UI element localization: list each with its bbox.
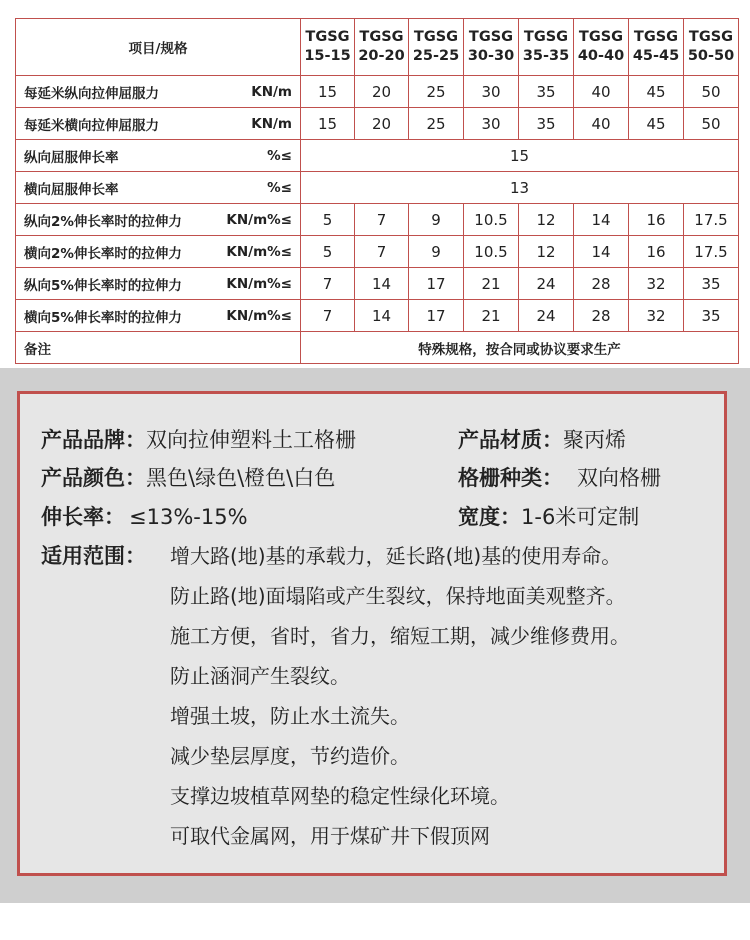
row-label: 横向2%伸长率时的拉伸力: [24, 245, 182, 262]
value-cell: 5: [301, 236, 355, 268]
row-unit: KN/m: [251, 83, 292, 100]
merged-value-cell: 13: [301, 172, 739, 204]
column-size: 20-20: [358, 48, 405, 64]
grid-type-key: 格栅种类：: [458, 466, 563, 490]
value-cell: 30: [464, 76, 519, 108]
value-cell: 9: [409, 204, 464, 236]
value-cell: 24: [519, 300, 574, 332]
row-unit: %≤: [267, 179, 292, 196]
column-size: 40-40: [577, 48, 625, 64]
value-cell: 45: [629, 108, 684, 140]
usage-key: 适用范围：: [41, 544, 146, 568]
value-cell: 17: [409, 300, 464, 332]
value-cell: 7: [301, 300, 355, 332]
table-row: [16, 76, 739, 108]
row-label: 纵向2%伸长率时的拉伸力: [24, 213, 182, 230]
value-cell: 50: [684, 108, 739, 140]
row-label-cell: [16, 108, 301, 140]
table-row: [16, 300, 739, 332]
spec-column-header: [519, 19, 574, 76]
row-label-cell: [16, 268, 301, 300]
value-cell: 16: [629, 236, 684, 268]
value-cell: 7: [355, 204, 409, 236]
column-series: TGSG: [578, 29, 624, 45]
row-unit: KN/m%≤: [226, 211, 292, 228]
value-cell: 21: [464, 268, 519, 300]
color-key: 产品颜色：: [41, 466, 146, 490]
value-cell: 15: [301, 76, 355, 108]
value-cell: 17.5: [684, 204, 739, 236]
column-series: TGSG: [633, 29, 679, 45]
value-cell: 14: [574, 236, 629, 268]
column-series: TGSG: [359, 29, 404, 45]
usage-line: 施工方便，省时，省力，缩短工期，减少维修费用。: [170, 624, 630, 648]
column-size: 15-15: [304, 48, 351, 64]
value-cell: 20: [355, 76, 409, 108]
value-cell: 25: [409, 76, 464, 108]
row-label: 纵向5%伸长率时的拉伸力: [24, 277, 182, 294]
value-cell: 17: [409, 268, 464, 300]
column-series: TGSG: [688, 29, 734, 45]
spec-column-header: [409, 19, 464, 76]
brand-value: 双向拉伸塑料土工格栅: [146, 428, 356, 452]
row-unit: KN/m%≤: [226, 243, 292, 260]
elongation-value: ≤13%-15%: [129, 505, 248, 529]
value-cell: 50: [684, 76, 739, 108]
grid-type-row: [458, 464, 661, 492]
value-cell: 12: [519, 236, 574, 268]
spec-column-header: [464, 19, 519, 76]
material-value: 聚丙烯: [563, 428, 626, 452]
value-cell: 32: [629, 300, 684, 332]
table-row: [16, 268, 739, 300]
value-cell: 35: [519, 108, 574, 140]
usage-key-row: [41, 542, 146, 570]
value-cell: 14: [355, 268, 409, 300]
value-cell: 15: [301, 108, 355, 140]
usage-line: 支撑边坡植草网垫的稳定性绿化环境。: [170, 784, 510, 808]
value-cell: 28: [574, 300, 629, 332]
color-row: [41, 464, 335, 492]
row-label: 横向屈服伸长率: [24, 181, 119, 198]
table-row: [16, 236, 739, 268]
column-series: TGSG: [523, 29, 569, 45]
color-value: 黑色\绿色\橙色\白色: [146, 466, 336, 490]
width-row: [458, 503, 639, 531]
table-header-row: [16, 19, 739, 76]
column-size: 50-50: [687, 48, 735, 64]
row-label-cell: [16, 172, 301, 204]
spec-table: [15, 18, 739, 364]
value-cell: 40: [574, 76, 629, 108]
value-cell: 21: [464, 300, 519, 332]
value-cell: 35: [684, 268, 739, 300]
brand-key: 产品品牌：: [41, 428, 146, 452]
row-label: 横向5%伸长率时的拉伸力: [24, 309, 182, 326]
value-cell: 32: [629, 268, 684, 300]
value-cell: 35: [519, 76, 574, 108]
value-cell: 45: [629, 76, 684, 108]
row-label-cell: [16, 204, 301, 236]
table-row: [16, 108, 739, 140]
elongation-key: 伸长率：: [41, 505, 125, 529]
spec-column-header: [684, 19, 739, 76]
value-cell: 16: [629, 204, 684, 236]
row-label: 备注: [24, 341, 51, 358]
product-info-panel: [17, 391, 727, 876]
value-cell: 12: [519, 204, 574, 236]
value-cell: 40: [574, 108, 629, 140]
merged-value-cell: 15: [301, 140, 739, 172]
spec-column-header: [574, 19, 629, 76]
material-row: [458, 426, 626, 454]
brand-row: [41, 426, 356, 454]
spec-column-header: [355, 19, 409, 76]
value-cell: 30: [464, 108, 519, 140]
row-label-cell: [16, 140, 301, 172]
column-size: 35-35: [522, 48, 570, 64]
usage-line: 可取代金属网，用于煤矿井下假顶网: [170, 824, 490, 848]
value-cell: 14: [355, 300, 409, 332]
column-series: TGSG: [413, 29, 459, 45]
value-cell: 10.5: [464, 204, 519, 236]
width-key: 宽度：: [458, 505, 521, 529]
merged-value-cell: 特殊规格，按合同或协议要求生产: [301, 332, 739, 364]
value-cell: 14: [574, 204, 629, 236]
usage-line: 增强土坡，防止水土流失。: [170, 704, 410, 728]
column-size: 25-25: [412, 48, 460, 64]
row-label-cell: [16, 300, 301, 332]
header-label-cell: 项目/规格: [16, 19, 301, 76]
row-unit: %≤: [267, 147, 292, 164]
spec-column-header: [629, 19, 684, 76]
spec-column-header: [301, 19, 355, 76]
row-unit: KN/m%≤: [226, 275, 292, 292]
table-row: [16, 204, 739, 236]
elongation-row: [41, 503, 248, 531]
table-row: [16, 140, 739, 172]
column-size: 45-45: [632, 48, 680, 64]
column-series: TGSG: [305, 29, 350, 45]
value-cell: 7: [301, 268, 355, 300]
row-unit: KN/m: [251, 115, 292, 132]
value-cell: 28: [574, 268, 629, 300]
table-row: [16, 332, 739, 364]
usage-line: 减少垫层厚度，节约造价。: [170, 744, 410, 768]
value-cell: 35: [684, 300, 739, 332]
row-label-cell: [16, 236, 301, 268]
value-cell: 5: [301, 204, 355, 236]
row-label: 每延米纵向拉伸屈服力: [24, 85, 159, 102]
usage-line: 防止路(地)面塌陷或产生裂纹，保持地面美观整齐。: [170, 584, 626, 608]
row-unit: KN/m%≤: [226, 307, 292, 324]
grid-type-value: 双向格栅: [577, 466, 661, 490]
column-series: TGSG: [468, 29, 514, 45]
value-cell: 7: [355, 236, 409, 268]
column-size: 30-30: [467, 48, 515, 64]
row-label-cell: [16, 332, 301, 364]
row-label: 每延米横向拉伸屈服力: [24, 117, 159, 134]
value-cell: 24: [519, 268, 574, 300]
table-row: [16, 172, 739, 204]
usage-line: 防止涵洞产生裂纹。: [170, 664, 350, 688]
value-cell: 25: [409, 108, 464, 140]
row-label-cell: [16, 76, 301, 108]
row-label: 纵向屈服伸长率: [24, 149, 119, 166]
value-cell: 9: [409, 236, 464, 268]
value-cell: 10.5: [464, 236, 519, 268]
value-cell: 20: [355, 108, 409, 140]
material-key: 产品材质：: [458, 428, 563, 452]
width-value: 1-6米可定制: [521, 505, 640, 529]
usage-line: 增大路(地)基的承载力，延长路(地)基的使用寿命。: [170, 544, 622, 568]
value-cell: 17.5: [684, 236, 739, 268]
spec-table-container: [15, 18, 738, 358]
